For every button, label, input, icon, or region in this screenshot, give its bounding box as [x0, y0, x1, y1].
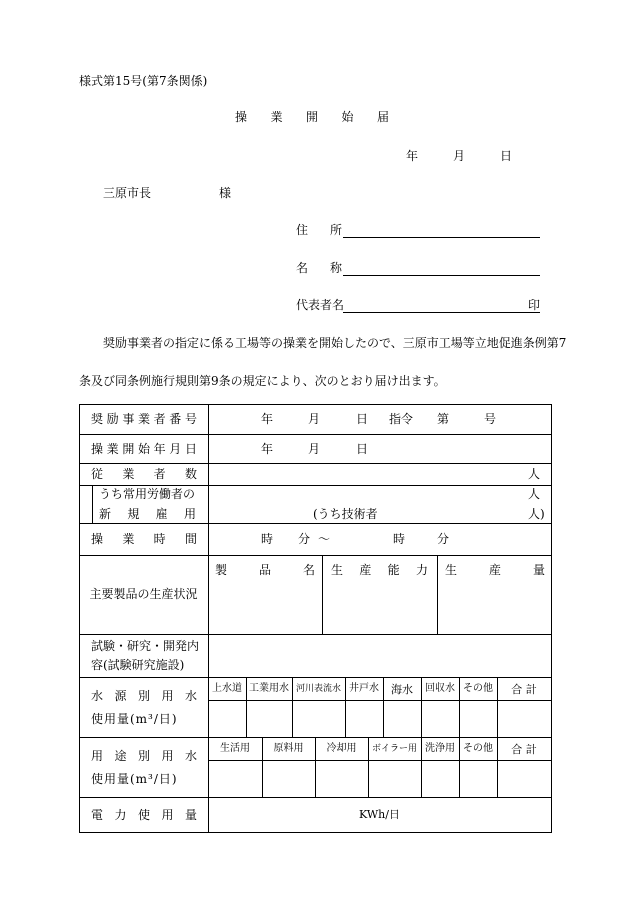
col-capacity: 生 産 能 力 [331, 563, 428, 577]
label-employees: 従 業 者 数 [91, 467, 197, 481]
row1-no: 第 [437, 412, 450, 426]
row2-year: 年 [261, 442, 274, 456]
label-char: 所 [329, 223, 342, 237]
label-water-use-a: 用 途 別 用 水 [91, 749, 197, 763]
label-char: 称 [329, 261, 342, 275]
water-col-header: 海水 [391, 682, 413, 696]
use-col-header: 原料用 [273, 743, 304, 754]
water-col-header: 河川表流水 [295, 683, 341, 694]
row1-go: 号 [484, 412, 497, 426]
label-water-source-a: 水 源 別 用 水 [91, 689, 197, 703]
row5-hour1: 時 [261, 532, 274, 546]
row1-year: 年 [261, 412, 274, 426]
label-power-usage: 電 力 使 用 量 [91, 808, 197, 822]
label-rnd-b: 容(試験研究施設) [91, 658, 185, 672]
name-line[interactable] [343, 275, 540, 276]
body-text-line1: 奨励事業者の指定に係る工場等の操業を開始したので、三原市工場等立地促進条例第7 [103, 336, 567, 350]
row5-hour2: 時 [393, 532, 406, 546]
water-col-header: 井戸水 [349, 683, 379, 694]
col-product-name: 製 品 名 [215, 563, 315, 577]
row5-min2: 分 [437, 532, 450, 546]
document-title [235, 111, 389, 123]
row5-min1: 分 [298, 532, 311, 546]
row4-tech-close: 人) [528, 507, 545, 521]
row2-day: 日 [356, 442, 369, 456]
water-col-header: その他 [463, 683, 493, 694]
label-certified-number: 奨 励 事 業 者 番 号 [91, 412, 197, 426]
label-rnd-a: 試験・研究・開発内 [91, 639, 200, 653]
label-operating-hours: 操 業 時 間 [91, 532, 197, 546]
seal-mark: 印 [528, 298, 541, 312]
label-new-hires-b: 新 規 雇 用 [99, 507, 196, 521]
row1-month: 月 [308, 412, 321, 426]
row1-day: 日 [356, 412, 369, 426]
title-char: 操 [235, 110, 248, 124]
label-new-hires-a: うち常用労働者の [99, 487, 196, 501]
water-col-header: 工業用水 [249, 683, 289, 694]
use-col-header: 冷却用 [326, 743, 357, 754]
row2-month: 月 [308, 442, 321, 456]
use-col-header: その他 [463, 743, 493, 754]
date-year: 年 [406, 149, 419, 163]
col-output: 生 産 量 [445, 563, 545, 577]
title-char: 業 [270, 110, 283, 124]
label-main-products: 主要製品の生産状況 [89, 587, 198, 601]
addressee: 三原市長 [103, 186, 152, 200]
date-month: 月 [453, 149, 466, 163]
form-number: 様式第15号(第7条関係) [79, 74, 208, 88]
label-water-use-b: 使用量(m³/日) [91, 772, 178, 786]
use-col-header: ボイラー用 [371, 743, 417, 754]
use-col-header: 洗浄用 [425, 743, 455, 754]
representative-line[interactable] [343, 312, 540, 313]
row3-unit: 人 [528, 467, 541, 481]
title-char: 開 [305, 110, 318, 124]
power-unit: KWh/日 [359, 808, 400, 821]
title-char: 始 [341, 110, 354, 124]
use-col-header: 生活用 [220, 743, 250, 754]
water-col-header: 回収水 [425, 683, 455, 694]
row1-order: 指令 [389, 412, 414, 426]
address-line[interactable] [343, 237, 540, 238]
row5-tilde: 〜 [318, 532, 331, 546]
label-char: 名 [296, 261, 309, 275]
body-text-line2: 条及び同条例施行規則第9条の規定により、次のとおり届け出ます。 [79, 374, 446, 388]
date-day: 日 [500, 149, 513, 163]
row4-unit: 人 [528, 487, 541, 501]
address-label [296, 224, 342, 236]
row4-tech-open: (うち技術者 [313, 507, 378, 521]
label-start-date: 操 業 開 始 年 月 日 [91, 442, 197, 456]
water-col-header: 合 計 [511, 682, 537, 696]
label-char: 住 [296, 223, 309, 237]
use-col-header: 合 計 [511, 742, 537, 756]
honorific: 様 [219, 186, 232, 200]
name-label [296, 262, 342, 274]
representative-label: 代表者名 [296, 298, 345, 312]
title-char: 届 [376, 110, 389, 124]
water-col-header: 上水道 [212, 683, 242, 694]
label-water-source-b: 使用量(m³/日) [91, 712, 178, 726]
